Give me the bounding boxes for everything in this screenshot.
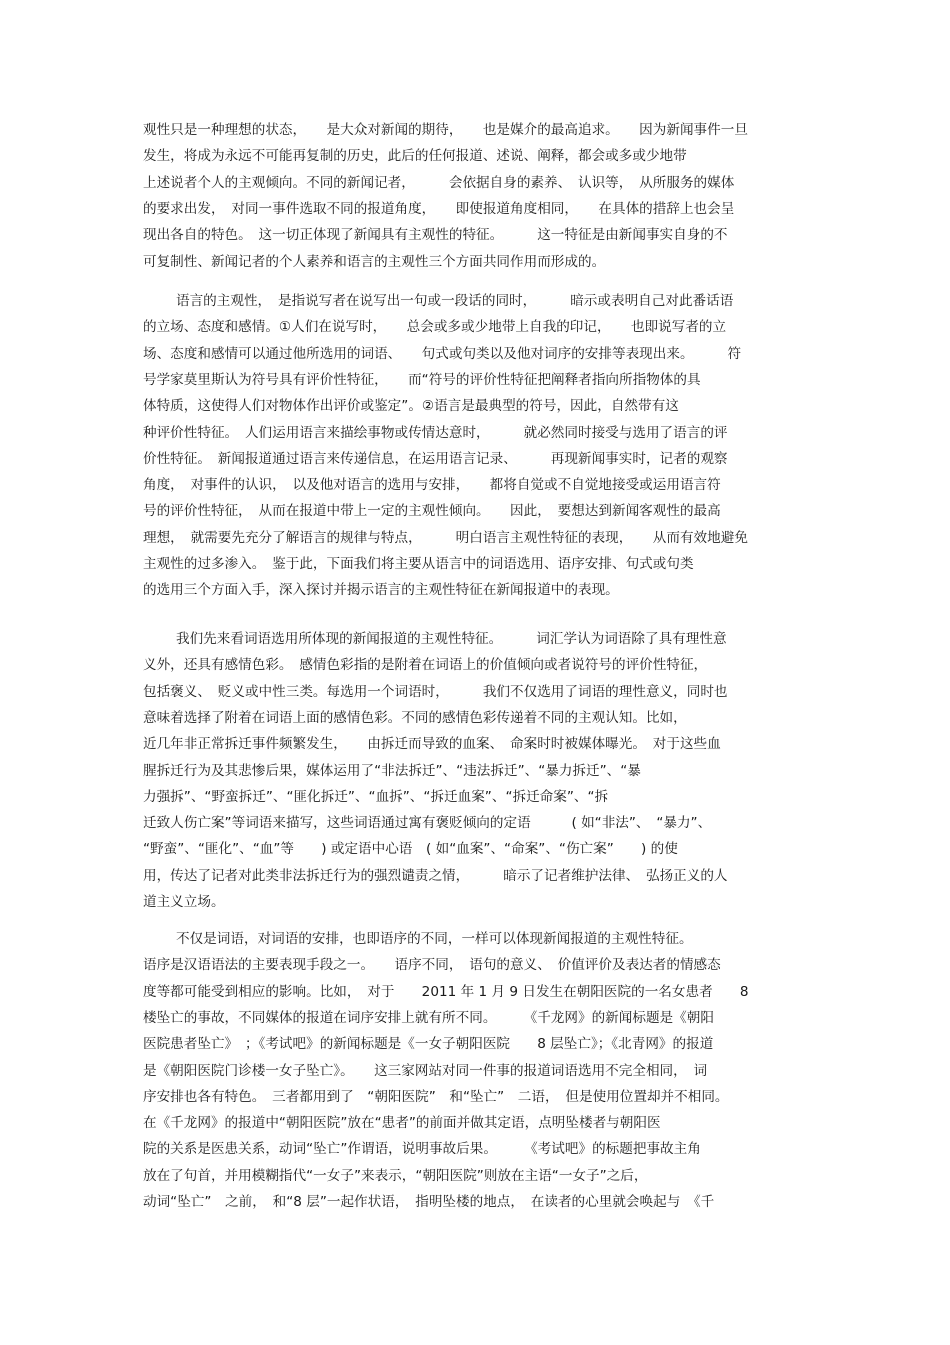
text-line: 语言的主观性， 是指说写者在说写出一句或一段话的同时， 暗示或表明自己对此番话语 (176, 293, 734, 309)
text-line: 院的关系是医患关系，动词“坠亡”作谓语，说明事故后果。 《考试吧》的标题把事故主角 (143, 1141, 701, 1158)
text-line: 发生，将成为永远不可能再复制的历史，此后的任何报道、述说、阐释，都会或多或少地带 (143, 148, 687, 165)
text-line: 理想， 就需要先充分了解语言的规律与特点， 明白语言主观性特征的表现， 从而有效地避免 (143, 529, 748, 546)
text-line: 腥拆迁行为及其悲惨后果，媒体运用了“非法拆迁”、“违法拆迁”、“暴力拆迁”、“暴 (143, 762, 641, 779)
text-line: 价性特征。 新闻报道通过语言来传递信息，在运用语言记录、 再现新闻事实时，记者的观察 (143, 450, 728, 467)
text-line: 的选用三个方面入手，深入探讨并揭示语言的主观性特征在新闻报道中的表现。 (143, 582, 619, 599)
text-line: 主观性的过多渗入。 鉴于此，下面我们将主要从语言中的词语选用、语序安排、句式或句类 (143, 556, 694, 572)
text-line: 医院患者坠亡》 ；《考试吧》的新闻标题是《一女子朝阳医院 8 层坠亡》；《北青网》的报道 (143, 1036, 714, 1053)
text-line: 语序是汉语语法的主要表现手段之一。 语序不同， 语句的意义、 价值评价及表达者的情感态 (143, 957, 721, 974)
text-line: 现出各自的特色。 这一切正体现了新闻具有主观性的特征。 这一特征是由新闻事实自身的不 (143, 227, 728, 244)
text-line: 用，传达了记者对此类非法拆迁行为的强烈谴责之情， 暗示了记者维护法律、 弘扬正义的人 (143, 867, 728, 884)
text-line: “野蛮”、“匪化”、“血”等 ) 或定语中心语 ( 如“血案”、“命案”、“伤亡案” ) 的使 (143, 841, 678, 858)
text-line: 种评价性特征。 人们运用语言来描绘事物或传情达意时， 就必然同时接受与选用了语言的评 (143, 424, 728, 441)
text-line: 可复制性、新闻记者的个人素养和语言的主观性三个方面共同作用而形成的。 (143, 253, 606, 270)
text-line: 动词“坠亡” 之前， 和“8 层”一起作状语， 指明坠楼的地点， 在读者的心里就会唤起与 《千 (143, 1194, 715, 1210)
text-line: 近几年非正常拆迁事件频繁发生， 由拆迁而导致的血案、 命案时时被媒体曝光。 对于这些血 (143, 736, 721, 753)
text-line: 迁致人伤亡案”等词语来描写，这些词语通过寓有褒贬倾向的定语 ( 如“非法”、 “暴力”、 (143, 815, 712, 832)
text-line: 放在了句首，并用模糊指代“一女子”来表示，“朝阳医院”则放在主语“一女子”之后， (143, 1167, 648, 1184)
text-line: 楼坠亡的事故，不同媒体的报道在词序安排上就有所不同。 《千龙网》的新闻标题是《朝阳 (143, 1009, 714, 1026)
text-line: 场、态度和感情可以通过他所选用的词语、 句式或句类以及他对词序的安排等表现出来。 符 (143, 345, 742, 362)
text-line: 意味着选择了附着在词语上面的感情色彩。不同的感情色彩传递着不同的主观认知。比如， (143, 709, 687, 726)
text-line: 我们先来看词语选用所体现的新闻报道的主观性特征。 词汇学认为词语除了具有理性意 (176, 631, 727, 647)
text-line: 义外，还具有感情色彩。 感情色彩指的是附着在词语上的价值倾向或者说符号的评价性特征， (143, 657, 708, 674)
text-line: 的立场、态度和感情。①人们在说写时， 总会或多或少地带上自我的印记， 也即说写者的立 (143, 319, 727, 336)
text-line: 不仅是词语，对词语的安排，也即语序的不同，一样可以体现新闻报道的主观性特征。 (176, 931, 693, 947)
text-line: 力强拆”、“野蛮拆迁”、“匪化拆迁”、“血拆”、“拆迁血案”、“拆迁命案”、“拆 (143, 788, 609, 805)
text-line: 角度， 对事件的认识， 以及他对语言的选用与安排， 都将自觉或不自觉地接受或运用语言符 (143, 477, 721, 494)
text-line: 观性只是一种理想的状态， 是大众对新闻的期待， 也是媒介的最高追求。 因为新闻事件一旦 (143, 122, 748, 138)
text-line: 体特质，这使得人们对物体作出评价或鉴定”。②语言是最典型的符号，因此，自然带有这 (143, 398, 679, 415)
text-line: 道主义立场。 (143, 894, 225, 910)
text-line: 度等都可能受到相应的影响。比如， 对于 2011 年 1 月 9 日发生在朝阳医院的一名女患者 8 (143, 983, 749, 1000)
text-line: 在《千龙网》的报道中“朝阳医院”放在“患者”的前面并做其定语，点明坠楼者与朝阳医 (143, 1115, 661, 1132)
text-line: 是《朝阳医院门诊楼一女子坠亡》。 这三家网站对同一件事的报道词语选用不完全相同， 词 (143, 1062, 708, 1079)
text-line: 序安排也各有特色。 三者都用到了 “朝阳医院” 和“坠亡” 二语， 但是使用位置却并不相同。 (143, 1088, 729, 1105)
text-line: 的要求出发， 对同一事件选取不同的报道角度， 即使报道角度相同， 在具体的措辞上也会呈 (143, 200, 735, 217)
text-line: 上述说者个人的主观倾向。不同的新闻记者， 会依据自身的素养、 认识等， 从所服务的媒体 (143, 174, 735, 191)
text-line: 号学家莫里斯认为符号具有评价性特征， 而“符号的评价性特征把阐释者指向所指物体的具 (143, 371, 701, 388)
text-line: 包括褒义、 贬义或中性三类。每选用一个词语时， 我们不仅选用了词语的理性意义，同时也 (143, 683, 728, 700)
text-line: 号的评价性特征， 从而在报道中带上一定的主观性倾向。 因此， 要想达到新闻客观性的最高 (143, 503, 721, 520)
